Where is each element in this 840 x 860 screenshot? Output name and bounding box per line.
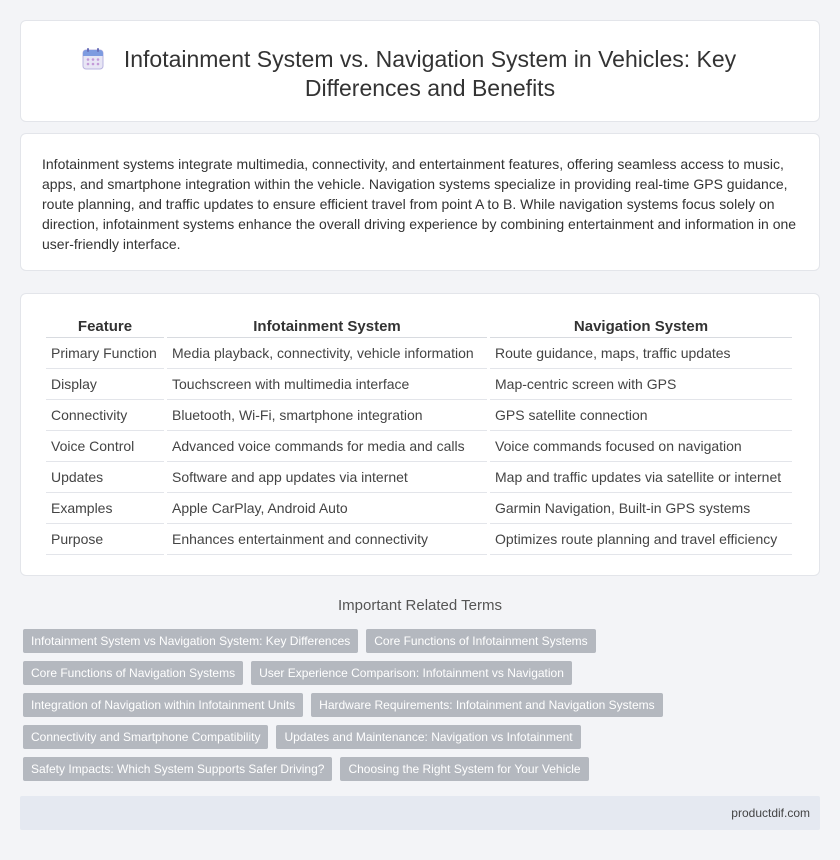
table-cell-feature: Connectivity — [46, 400, 164, 431]
table-cell-navigation: Voice commands focused on navigation — [490, 431, 792, 462]
table-cell-navigation: GPS satellite connection — [490, 400, 792, 431]
table-cell-feature: Primary Function — [46, 338, 164, 369]
table-row — [46, 400, 792, 431]
page-title: Infotainment System vs. Navigation System in Vehicles: Key Differences and Benefits — [123, 46, 737, 101]
table-row — [46, 431, 792, 462]
related-term-tag[interactable]: Core Functions of Infotainment Systems — [366, 629, 595, 653]
table-cell-navigation: Optimizes route planning and travel efficiency — [490, 524, 792, 555]
footer — [20, 796, 820, 830]
table-header-row — [46, 316, 792, 338]
related-term-tag[interactable]: Core Functions of Navigation Systems — [23, 661, 243, 685]
table-cell-infotainment: Bluetooth, Wi-Fi, smartphone integration — [167, 400, 487, 431]
related-terms-list — [23, 629, 813, 789]
related-term-tag[interactable]: Connectivity and Smartphone Compatibility — [23, 725, 268, 749]
table-cell-feature: Display — [46, 369, 164, 400]
table-row — [46, 369, 792, 400]
related-terms-heading: Important Related Terms — [338, 597, 502, 614]
related-term-tag[interactable]: Integration of Navigation within Infotainment Units — [23, 693, 303, 717]
intro-card — [20, 133, 820, 271]
footer-site-name: productdif.com — [731, 806, 810, 820]
table-cell-navigation: Map and traffic updates via satellite or internet — [490, 462, 792, 493]
related-term-tag[interactable]: Hardware Requirements: Infotainment and Navigation Systems — [311, 693, 663, 717]
table-cell-feature: Voice Control — [46, 431, 164, 462]
table-cell-navigation: Map-centric screen with GPS — [490, 369, 792, 400]
related-term-tag[interactable]: Choosing the Right System for Your Vehicle — [340, 757, 588, 781]
table-row — [46, 524, 792, 555]
table-row — [46, 338, 792, 369]
table-row — [46, 493, 792, 524]
column-header-infotainment: Infotainment System — [167, 316, 487, 338]
title-card — [20, 20, 820, 122]
related-term-tag[interactable]: User Experience Comparison: Infotainment vs Navigation — [251, 661, 572, 685]
table-cell-infotainment: Software and app updates via internet — [167, 462, 487, 493]
table-cell-feature: Purpose — [46, 524, 164, 555]
intro-paragraph: Infotainment systems integrate multimedia, connectivity, and entertainment features, offering seamless access to music, apps, and smartphone integration within the vehicle. Navigation systems specialize in providing real-time GPS guidance, route planning, and traffic updates to ensure efficient travel from point A to B. While navigation systems focus solely on direction, infotainment systems enhance the overall driving experience by combining entertainment and information in one user-friendly interface. — [42, 156, 797, 252]
table-cell-infotainment: Advanced voice commands for media and calls — [167, 431, 487, 462]
comparison-table-card — [20, 293, 820, 576]
table-cell-infotainment: Media playback, connectivity, vehicle information — [167, 338, 487, 369]
table-cell-feature: Updates — [46, 462, 164, 493]
related-term-tag[interactable]: Infotainment System vs Navigation System: Key Differences — [23, 629, 358, 653]
comparison-table — [43, 316, 795, 555]
table-cell-navigation: Route guidance, maps, traffic updates — [490, 338, 792, 369]
table-cell-infotainment: Apple CarPlay, Android Auto — [167, 493, 487, 524]
column-header-navigation: Navigation System — [490, 316, 792, 338]
table-cell-infotainment: Touchscreen with multimedia interface — [167, 369, 487, 400]
column-header-feature: Feature — [46, 316, 164, 338]
table-row — [46, 462, 792, 493]
related-term-tag[interactable]: Updates and Maintenance: Navigation vs Infotainment — [276, 725, 580, 749]
related-term-tag[interactable]: Safety Impacts: Which System Supports Safer Driving? — [23, 757, 332, 781]
table-cell-feature: Examples — [46, 493, 164, 524]
table-cell-navigation: Garmin Navigation, Built-in GPS systems — [490, 493, 792, 524]
table-cell-infotainment: Enhances entertainment and connectivity — [167, 524, 487, 555]
